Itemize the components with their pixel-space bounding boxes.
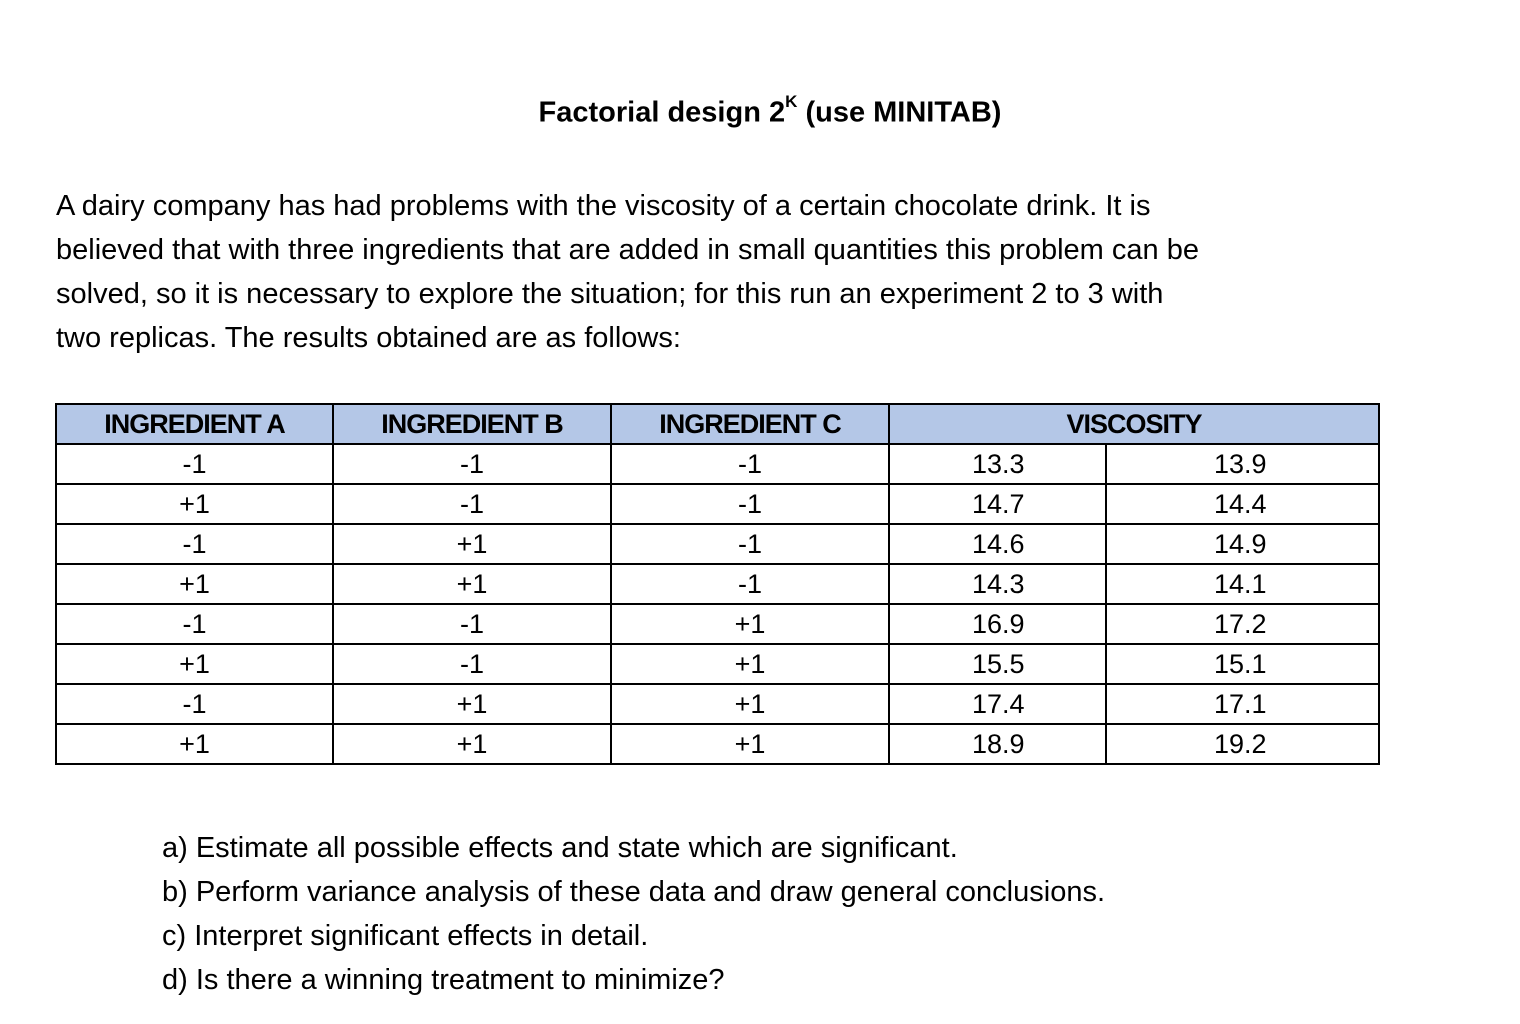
cell-viscosity-replica-1: 15.5 [889, 644, 1106, 684]
table-row [56, 524, 1379, 564]
intro-paragraph [56, 184, 1456, 360]
cell-ingredient-c: -1 [611, 564, 889, 604]
table-header-row [56, 404, 1379, 444]
table-row [56, 684, 1379, 724]
header-ingredient-b: INGREDIENT B [333, 404, 611, 444]
cell-ingredient-b: +1 [333, 724, 611, 764]
table-row [56, 644, 1379, 684]
cell-ingredient-b: +1 [333, 524, 611, 564]
cell-ingredient-b: -1 [333, 484, 611, 524]
table-row [56, 484, 1379, 524]
intro-line: A dairy company has had problems with the viscosity of a certain chocolate drink. It is [56, 190, 1151, 222]
cell-viscosity-replica-2: 17.1 [1106, 684, 1379, 724]
question-item: b) Perform variance analysis of these data and draw general conclusions. [162, 876, 1106, 908]
intro-line: two replicas. The results obtained are as follows: [56, 322, 681, 354]
cell-viscosity-replica-2: 14.4 [1106, 484, 1379, 524]
cell-ingredient-a: -1 [56, 444, 333, 484]
cell-ingredient-a: +1 [56, 484, 333, 524]
intro-line: solved, so it is necessary to explore the situation; for this run an experiment 2 to 3 with [56, 278, 1164, 310]
header-ingredient-a: INGREDIENT A [56, 404, 333, 444]
question-item: d) Is there a winning treatment to minimize? [162, 964, 725, 996]
title-text: Factorial design 2 [538, 96, 786, 129]
cell-viscosity-replica-2: 17.2 [1106, 604, 1379, 644]
cell-viscosity-replica-1: 16.9 [889, 604, 1106, 644]
header-viscosity: VISCOSITY [889, 404, 1379, 444]
cell-viscosity-replica-1: 14.6 [889, 524, 1106, 564]
cell-ingredient-c: +1 [611, 644, 889, 684]
title-superscript: K [785, 92, 798, 111]
cell-viscosity-replica-2: 19.2 [1106, 724, 1379, 764]
cell-viscosity-replica-2: 14.9 [1106, 524, 1379, 564]
cell-ingredient-c: -1 [611, 484, 889, 524]
cell-ingredient-b: +1 [333, 564, 611, 604]
cell-viscosity-replica-1: 14.7 [889, 484, 1106, 524]
intro-line: believed that with three ingredients that are added in small quantities this problem can be [56, 234, 1199, 266]
cell-ingredient-a: -1 [56, 684, 333, 724]
cell-ingredient-c: +1 [611, 724, 889, 764]
cell-viscosity-replica-2: 14.1 [1106, 564, 1379, 604]
cell-ingredient-c: -1 [611, 444, 889, 484]
title-suffix: (use MINITAB) [797, 96, 1002, 129]
cell-ingredient-a: -1 [56, 524, 333, 564]
header-ingredient-c: INGREDIENT C [611, 404, 889, 444]
table-row [56, 604, 1379, 644]
cell-ingredient-b: -1 [333, 644, 611, 684]
table-row [56, 724, 1379, 764]
question-item: c) Interpret significant effects in detail. [162, 920, 649, 952]
cell-ingredient-b: +1 [333, 684, 611, 724]
cell-viscosity-replica-2: 15.1 [1106, 644, 1379, 684]
cell-viscosity-replica-1: 14.3 [889, 564, 1106, 604]
cell-ingredient-c: +1 [611, 684, 889, 724]
cell-ingredient-a: +1 [56, 564, 333, 604]
table-body [56, 444, 1379, 764]
cell-viscosity-replica-1: 13.3 [889, 444, 1106, 484]
cell-ingredient-b: -1 [333, 604, 611, 644]
questions-list [162, 826, 1105, 1002]
question-item: a) Estimate all possible effects and state which are significant. [162, 832, 958, 864]
table-row [56, 444, 1379, 484]
cell-ingredient-c: +1 [611, 604, 889, 644]
cell-viscosity-replica-2: 13.9 [1106, 444, 1379, 484]
cell-ingredient-c: -1 [611, 524, 889, 564]
cell-ingredient-a: +1 [56, 724, 333, 764]
cell-ingredient-a: -1 [56, 604, 333, 644]
viscosity-table [55, 403, 1380, 765]
table-row [56, 564, 1379, 604]
cell-viscosity-replica-1: 18.9 [889, 724, 1106, 764]
cell-viscosity-replica-1: 17.4 [889, 684, 1106, 724]
cell-ingredient-b: -1 [333, 444, 611, 484]
cell-ingredient-a: +1 [56, 644, 333, 684]
page-title [0, 92, 1520, 130]
